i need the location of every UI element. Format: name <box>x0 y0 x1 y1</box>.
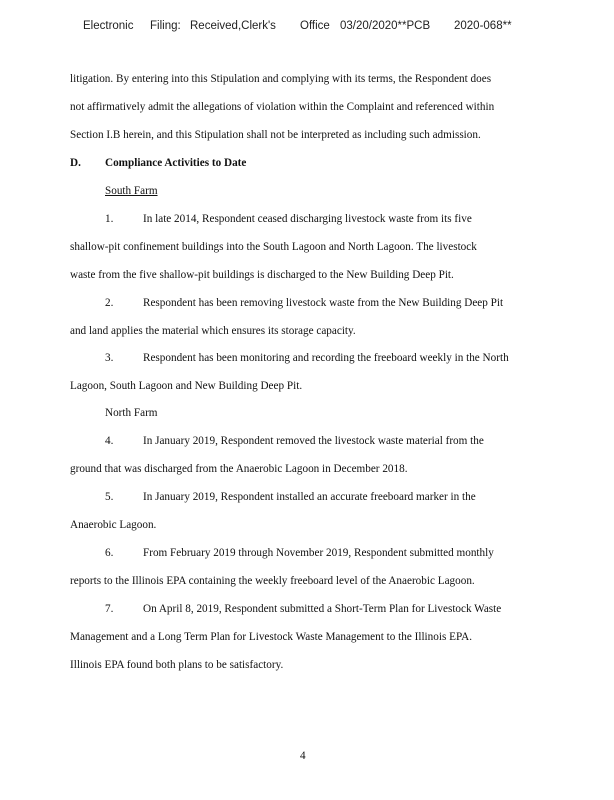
item-text: Management and a Long Term Plan for Livestock Waste Management to the Illinois EPA. <box>70 631 473 643</box>
item-text: Respondent has been monitoring and recording the freeboard weekly in the North <box>143 352 509 364</box>
header-received: Received,Clerk's <box>190 20 276 32</box>
item-number: 2. <box>105 297 114 309</box>
header-electronic: Electronic <box>83 20 134 32</box>
item-number: 6. <box>105 547 114 559</box>
item-number: 5. <box>105 491 114 503</box>
item-text: waste from the five shallow-pit buildings is discharged to the New Building Deep Pit. <box>70 269 454 281</box>
item-text: Illinois EPA found both plans to be satisfactory. <box>70 659 284 671</box>
subheading-north-farm: North Farm <box>105 407 158 419</box>
item-text: From February 2019 through November 2019, Respondent submitted monthly <box>143 547 494 559</box>
item-text: shallow-pit confinement buildings into the South Lagoon and North Lagoon. The livestock <box>70 241 477 253</box>
item-number: 4. <box>105 435 114 447</box>
item-text: Lagoon, South Lagoon and New Building Deep Pit. <box>70 380 303 392</box>
section-title: Compliance Activities to Date <box>105 157 247 169</box>
item-text: and land applies the material which ensures its storage capacity. <box>70 325 356 337</box>
header-date: 03/20/2020**PCB <box>340 20 431 32</box>
header-office: Office <box>300 20 330 32</box>
item-text: In January 2019, Respondent installed an accurate freeboard marker in the <box>143 491 476 503</box>
item-text: In January 2019, Respondent removed the livestock waste material from the <box>143 435 484 447</box>
item-text: ground that was discharged from the Anaerobic Lagoon in December 2018. <box>70 463 408 475</box>
header-filing: Filing: <box>150 20 181 32</box>
section-letter: D. <box>70 157 81 169</box>
item-text: reports to the Illinois EPA containing the weekly freeboard level of the Anaerobic Lagoon. <box>70 575 475 587</box>
item-number: 1. <box>105 213 114 225</box>
item-text: Respondent has been removing livestock waste from the New Building Deep Pit <box>143 297 504 309</box>
item-number: 3. <box>105 352 114 364</box>
item-text: Anaerobic Lagoon. <box>70 519 157 531</box>
header-docket: 2020-068** <box>454 20 512 32</box>
intro-line-3: Section I.B herein, and this Stipulation shall not be interpreted as including such admission. <box>70 129 481 141</box>
item-number: 7. <box>105 603 114 615</box>
item-text: In late 2014, Respondent ceased discharging livestock waste from its five <box>143 213 472 225</box>
intro-line-1: litigation. By entering into this Stipulation and complying with its terms, the Respondent does <box>70 73 492 85</box>
intro-line-2: not affirmatively admit the allegations of violation within the Complaint and referenced within <box>70 101 495 113</box>
subheading-south-farm: South Farm <box>105 185 158 197</box>
page-number: 4 <box>300 750 306 762</box>
item-text: On April 8, 2019, Respondent submitted a Short-Term Plan for Livestock Waste <box>143 603 502 615</box>
